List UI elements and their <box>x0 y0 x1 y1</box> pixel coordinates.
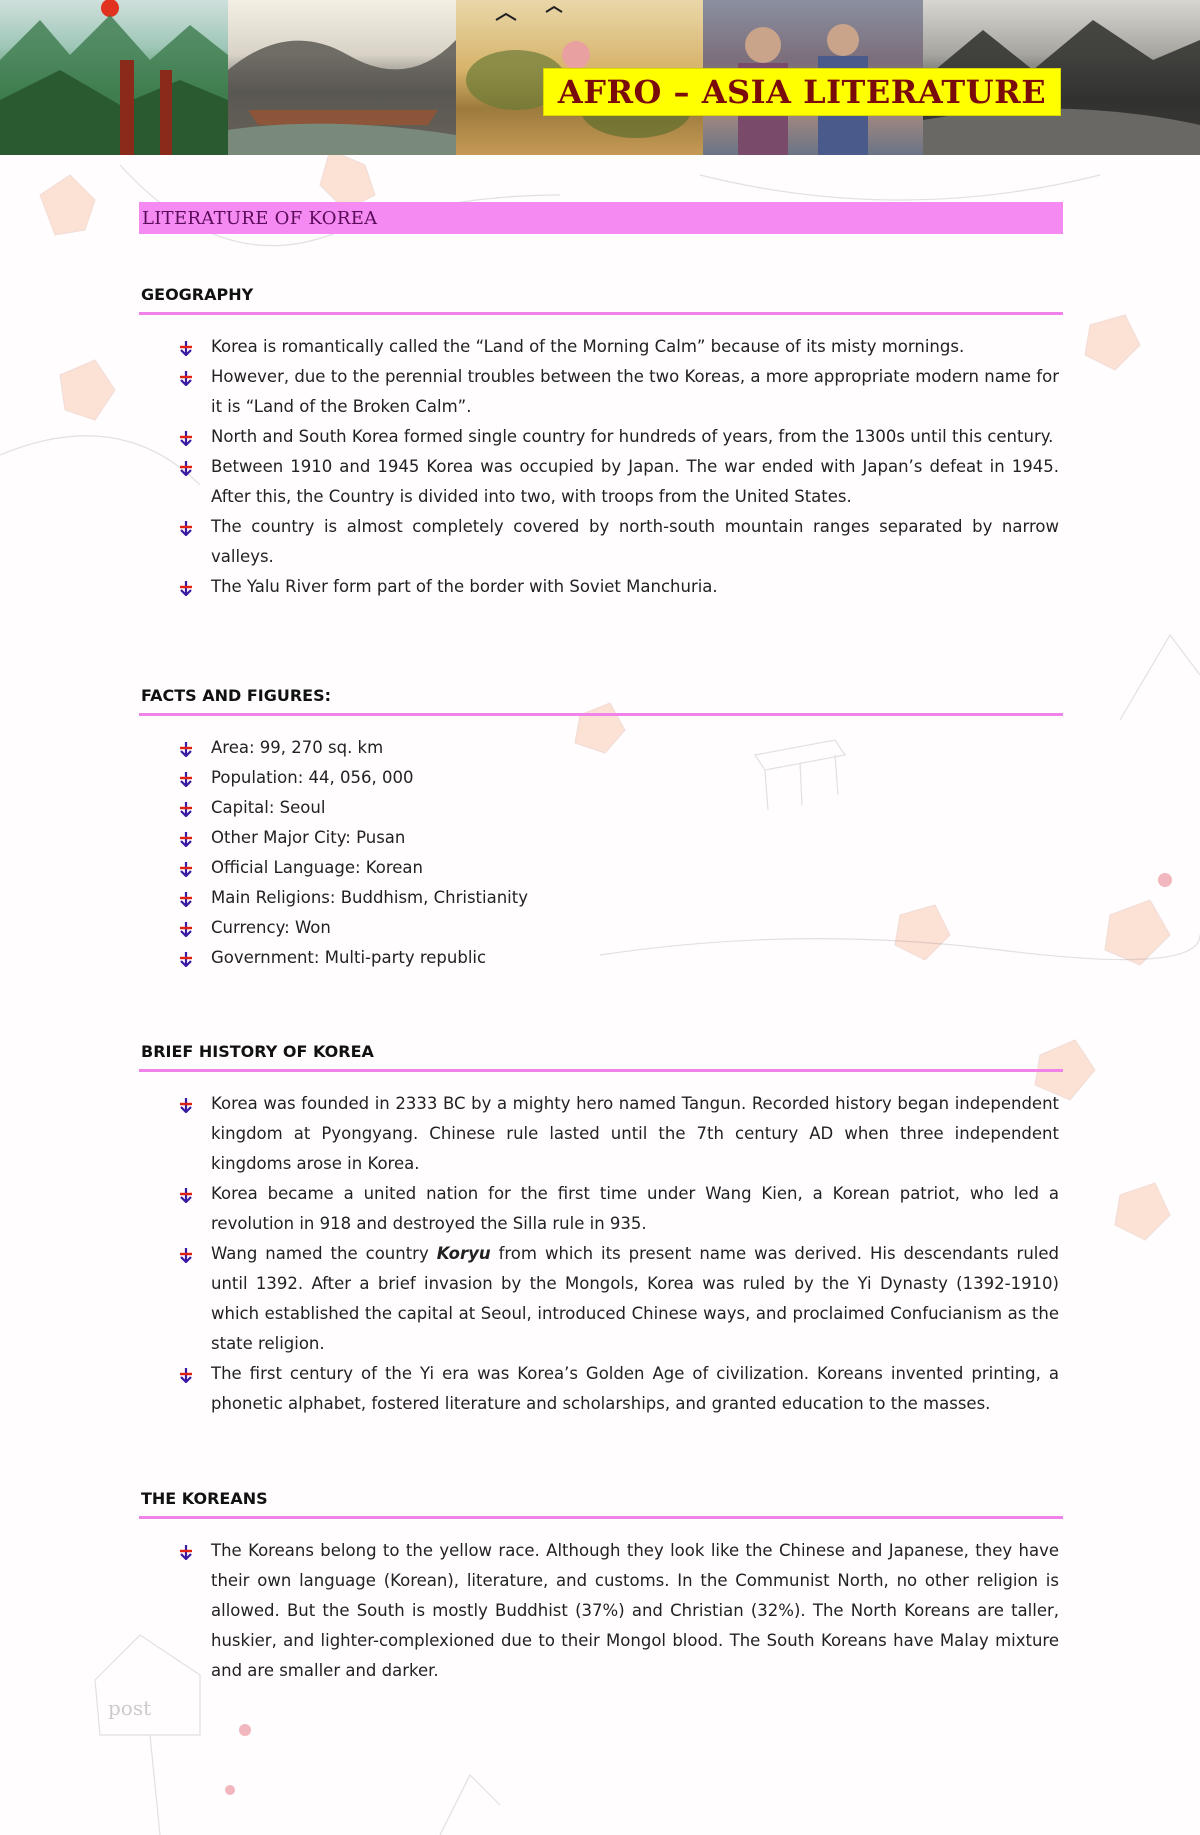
section-facts-and-figures <box>139 685 1063 973</box>
arrow-bullet-icon <box>178 580 194 596</box>
main-heading-text: LITERATURE OF KOREA <box>142 207 378 229</box>
page-title-box <box>543 68 1061 116</box>
section-brief-history <box>139 1041 1063 1419</box>
arrow-bullet-icon <box>178 370 194 386</box>
list-item: North and South Korea formed single country for hundreds of years, from the 1300s until this century. <box>139 422 1063 452</box>
list-item: Main Religions: Buddhism, Christianity <box>139 883 1063 913</box>
list-item: Korea is romantically called the “Land of the Morning Calm” because of its misty mornings. <box>139 332 1063 362</box>
section-the-koreans <box>139 1488 1063 1686</box>
section-title: GEOGRAPHY <box>141 285 254 304</box>
arrow-bullet-icon <box>178 861 194 877</box>
list-item: Population: 44, 056, 000 <box>139 763 1063 793</box>
section-divider <box>139 312 1063 315</box>
list-item: The first century of the Yi era was Korea’s Golden Age of civilization. Koreans invented printing, a phonetic alphabet, fostered literature and scholarships, and granted education to the masses. <box>139 1359 1063 1419</box>
arrow-bullet-icon <box>178 430 194 446</box>
arrow-bullet-icon <box>178 951 194 967</box>
arrow-bullet-icon <box>178 771 194 787</box>
banner-painting-mountains <box>0 0 228 155</box>
list-item: Wang named the country Koryu from which its present name was derived. His descendants ruled until 1392. After a brief invasion by the Mongols, Korea was ruled by the Yi Dynasty (1392-1910) which established the capital at Seoul, introduced Chinese ways, and proclaimed Confucianism as the state religion. <box>139 1239 1063 1359</box>
emphasis-koryu: Koryu <box>436 1244 491 1263</box>
main-heading <box>139 202 1063 234</box>
section-title: THE KOREANS <box>141 1489 268 1508</box>
arrow-bullet-icon <box>178 1187 194 1203</box>
list-item: The Yalu River form part of the border with Soviet Manchuria. <box>139 572 1063 602</box>
history-list <box>139 1089 1063 1419</box>
list-item: Currency: Won <box>139 913 1063 943</box>
banner-painting-ink-landscape <box>228 0 456 155</box>
geography-list <box>139 332 1063 602</box>
page-title: AFRO – ASIA LITERATURE <box>557 73 1047 111</box>
list-item: Capital: Seoul <box>139 793 1063 823</box>
arrow-bullet-icon <box>178 1097 194 1113</box>
list-item: Korea was founded in 2333 BC by a mighty hero named Tangun. Recorded history began independent kingdom at Pyongyang. Chinese rule lasted until the 7th century AD when three independent kingdoms arose in Korea. <box>139 1089 1063 1179</box>
list-item: The country is almost completely covered by north-south mountain ranges separated by narrow valleys. <box>139 512 1063 572</box>
koreans-list <box>139 1536 1063 1686</box>
header-banner <box>0 0 1200 155</box>
section-title: BRIEF HISTORY OF KOREA <box>141 1042 374 1061</box>
section-title: FACTS AND FIGURES: <box>141 686 332 705</box>
section-divider <box>139 1069 1063 1072</box>
list-item: The Koreans belong to the yellow race. Although they look like the Chinese and Japanese, they have their own language (Korean), literature, and customs. In the Communist North, no other religion is allowed. But the South is mostly Buddhist (37%) and Christian (32%). The North Koreans are taller, huskier, and lighter-complexioned due to their Mongol blood. The South Koreans have Malay mixture and are smaller and darker. <box>139 1536 1063 1686</box>
section-divider <box>139 713 1063 716</box>
list-item: Government: Multi-party republic <box>139 943 1063 973</box>
arrow-bullet-icon <box>178 831 194 847</box>
list-item: Area: 99, 270 sq. km <box>139 733 1063 763</box>
mailbox-label: post <box>108 1696 152 1720</box>
arrow-bullet-icon <box>178 340 194 356</box>
list-item: Between 1910 and 1945 Korea was occupied by Japan. The war ended with Japan’s defeat in 1945. After this, the Country is divided into two, with troops from the United States. <box>139 452 1063 512</box>
arrow-bullet-icon <box>178 1367 194 1383</box>
arrow-bullet-icon <box>178 460 194 476</box>
list-item: Official Language: Korean <box>139 853 1063 883</box>
list-item: Other Major City: Pusan <box>139 823 1063 853</box>
arrow-bullet-icon <box>178 520 194 536</box>
section-geography <box>139 284 1063 602</box>
arrow-bullet-icon <box>178 741 194 757</box>
facts-list <box>139 733 1063 973</box>
arrow-bullet-icon <box>178 801 194 817</box>
list-item: However, due to the perennial troubles between the two Koreas, a more appropriate modern name for it is “Land of the Broken Calm”. <box>139 362 1063 422</box>
arrow-bullet-icon <box>178 891 194 907</box>
arrow-bullet-icon <box>178 921 194 937</box>
arrow-bullet-icon <box>178 1544 194 1560</box>
arrow-bullet-icon <box>178 1247 194 1263</box>
list-item: Korea became a united nation for the first time under Wang Kien, a Korean patriot, who led a revolution in 918 and destroyed the Silla rule in 935. <box>139 1179 1063 1239</box>
section-divider <box>139 1516 1063 1519</box>
